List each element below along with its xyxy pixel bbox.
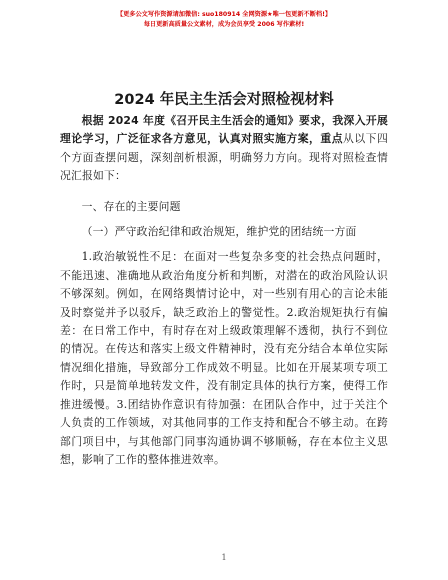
intro-text-bold: 根据 2024 年度《召开民主生活会的通知》要求，我深入开展理论学习，广泛征求各方意见，认真对照实施方案，重点 [60, 114, 388, 146]
document-title: 2024 年民主生活会对照检视材料 [114, 92, 334, 108]
item1-label: 1.政治敏锐性不足： [81, 250, 184, 264]
intro-text: 从以下四个方面查摆问题，深刻剖析根源，明确努力方向。现将对照检查情况汇报如下： [60, 132, 388, 183]
document-body [60, 112, 388, 469]
item3-label: 3.团结协作意识有待加强： [116, 397, 253, 411]
item2-text: 在日常工作中，有时存在对上级政策理解不透彻，执行不到位的情况。在传达和落实上级文件精神时，没有充分结合本单位实际情况细化措施，导致部分工作成效不明显。比如在开展某项专项工作时，只是简单地转发文件，没有制定具体的执行方案，使得工作推进缓慢。 [60, 324, 388, 411]
intro-paragraph [60, 112, 388, 186]
section-heading-1: 一、存在的主要问题 [81, 199, 181, 213]
item2-label: 2.政治规矩执行有偏差： [60, 305, 388, 338]
subsection-heading-1: （一）严守政治纪律和政治规矩，维护党的团结统一方面 [81, 225, 357, 239]
item3-text: 在团队合作中，过于关注个人负责的工作领域，对其他同事的工作支持和配合不够主动。在跨部门项目中，与其他部门同事沟通协调不够顺畅，存在本位主义思想，影响了工作的整体推进效率。 [60, 397, 389, 466]
item1-text: 在面对一些复杂多变的社会热点问题时，不能迅速、准确地从政治角度分析和判断，对潜在的政治风险认识不够深刻。例如，在网络舆情讨论中，对一些别有用心的言论未能及时察觉并予以驳斥，缺乏政治上的警觉性。 [60, 250, 388, 319]
problem-paragraph [60, 248, 388, 469]
promo-banner-line1: 【更多公文写作资源请加微信: suo180914 全网资源★唯一包更新不断档!】 [116, 11, 332, 18]
page-number: 1 [221, 553, 227, 562]
promo-banner-line2: 每日更新高质量公文素材，成为会员享受 2006 写作素材! [143, 21, 305, 28]
